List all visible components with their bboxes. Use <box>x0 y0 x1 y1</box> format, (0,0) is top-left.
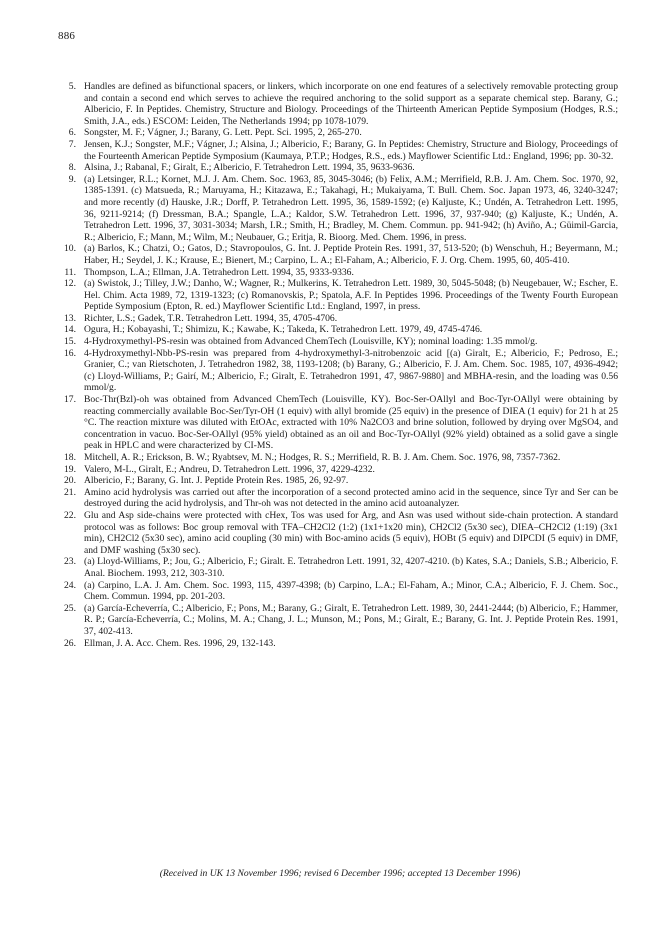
reference-text: (a) Lloyd-Williams, P.; Jou, G.; Albericio, F.; Giralt. E. Tetrahedron Lett. 1991, 32, 4207-4210. (b) Kates, S.A.; Daniels, S.B.; Albericio, F. Anal. Biochem. 1993, 212, 303-310. <box>84 556 618 579</box>
reference-item <box>58 278 618 313</box>
reference-text: (a) Carpino, L.A. J. Am. Chem. Soc. 1993, 115, 4397-4398; (b) Carpino, L.A.; El-Faham, A.; Minor, C.A.; Albericio, F. J. Chem. Soc., Chem. Commun. 1994, pp. 201-203. <box>84 579 618 603</box>
reference-number: 11. <box>64 266 76 278</box>
reference-text: 4-Hydroxymethyl-PS-resin was obtained from Advanced ChemTech (Louisville, KY); nominal loading: 1.35 mmol/g. <box>84 336 538 348</box>
reference-number: 12. <box>64 278 76 290</box>
reference-text: Glu and Asp side-chains were protected with cHex, Tos was used for Arg, and Asn was used without side-chain protection. A standard protocol was as follows: Boc group removal with TFA–CH2Cl2 (1:2) (1x1+1x20 min), CH2Cl2 (5x30 sec), DIEA–CH2Cl2 (1:19) (3x1 min), CH2Cl2 (5x30 sec), amino acid coupling (30 min) with Boc-amino acids (5 equiv), HOBt (5 equiv) and DIPCDI (5 equiv) in DMF, and DMF washing (5x30 sec). <box>84 509 618 556</box>
reference-number: 10. <box>64 243 76 255</box>
reference-text: Amino acid hydrolysis was carried out after the incorporation of a second protected amino acid in the sequence, since Tyr and Ser can be destroyed during the acid hydrolysis, and Thr-oh was not detected in the amino acid autoanalyzer. <box>84 486 618 510</box>
reference-item <box>58 127 618 139</box>
reference-item <box>58 243 618 266</box>
reference-number: 21. <box>64 486 76 498</box>
reference-text: (a) Barlos, K.; Chatzi, O.; Gatos, D.; Stavropoulos, G. Int. J. Peptide Protein Res. 1991, 37, 513-520; (b) Wenschuh, H.; Beyermann, M.; Haber, H.; Seydel, J. K.; Krause, E.; Bienert, M.; Carpino, L. A.; El-Faham, A.; Albericio, F. J. Org. Chem. 1995, 60, 405-410. <box>84 243 618 266</box>
reference-text: Albericio, F.; Barany, G. Int. J. Peptide Protein Res. 1985, 26, 92-97. <box>84 475 349 487</box>
reference-item <box>58 336 618 348</box>
reference-text: Handles are defined as bifunctional spacers, or linkers, which incorporate on one end features of a selectively removable protecting group and contain a second end which serves to achieve the required anchoring to the solid support as a separate chemical step. Barany, G.; Albericio, F. In Peptides. Chemistry, Structure and Biology. Proceedings of the Thirteenth American Peptide Symposium (Hodges, R.S.; Smith, J.A., eds.) ESCOM: Leiden, The Netherlands 1994; pp 1078-1079. <box>84 81 618 127</box>
reference-item <box>58 162 618 174</box>
reference-number: 26. <box>64 637 76 649</box>
reference-item <box>58 81 618 127</box>
reference-number: 25. <box>64 602 76 614</box>
reference-text: (a) Letsinger, R.L.; Kornet, M.J. J. Am. Chem. Soc. 1963, 85, 3045-3046; (b) Felix, A.M.; Merrifield, R.B. J. Am. Chem. Soc. 1970, 92, 1385-1391. (c) Matsueda, R.; Maruyama, H.; Kitazawa, E.; Takahagi, H.; Mukaiyama, T. Bull. Chem. Soc. Japan 1973, 46, 3240-3247; and more recently (d) Hauske, J.R.; Dorff, P. Tetrahedron Lett. 1995, 36, 1589-1592; (e) Kaljuste, K.; Undén, A. Tetrahedron Lett. 1995, 36, 9211-9214; (f) Dressman, B.A.; Spangle, L.A.; Kaldor, S.W. Tetrahedron Lett. 1996, 37, 937-940; (g) Kaljuste, K.; Undén, A. Tetrahedron Lett. 1996, 37, 3031-3034; Marsh, I.R.; Smith, H.; Bradley, M. Chem. Commun. pp. 941-942; (h) Aviño, A.; Güimil-Garcia, R.; Albericio, F.; Mann, M.; Wilm, M.; Neubauer, G.; Eritja, R. Bioorg. Med. Chem. 1996, in press. <box>84 173 618 243</box>
reference-number: 19. <box>64 463 76 475</box>
reference-text: Ogura, H.; Kobayashi, T.; Shimizu, K.; Kawabe, K.; Takeda, K. Tetrahedron Lett. 1979, 49, 4745-4746. <box>84 324 483 336</box>
reference-number: 9. <box>68 173 76 185</box>
received-dates-line: (Received in UK 13 November 1996; revised 6 December 1996; accepted 13 December 1996) <box>159 868 521 879</box>
reference-item <box>58 174 618 244</box>
reference-item <box>58 394 618 452</box>
reference-text: Thompson, L.A.; Ellman, J.A. Tetrahedron Lett. 1994, 35, 9333-9336. <box>84 266 354 278</box>
reference-item <box>58 580 618 603</box>
reference-number: 23. <box>64 556 76 568</box>
reference-number: 18. <box>64 452 76 463</box>
reference-list <box>58 81 618 649</box>
page-number: 886 <box>58 30 76 42</box>
reference-number: 5. <box>68 81 76 92</box>
reference-number: 16. <box>64 347 76 359</box>
reference-number: 8. <box>68 162 76 174</box>
reference-item <box>58 324 618 336</box>
reference-text: Ellman, J. A. Acc. Chem. Res. 1996, 29, 132-143. <box>84 637 276 649</box>
reference-text: Jensen, K.J.; Songster, M.F.; Vágner, J.; Alsina, J.; Albericio, F.; Barany, G. In Peptides: Chemistry, Structure and Biology, Proceedings of the Fourteenth American Peptide Symposium (Kaumaya, P.T.P.; Hodges, R.S., eds.) Mayflower Scientific Ltd.: England, 1996; pp. 30-32. <box>84 138 618 162</box>
reference-item <box>58 556 618 579</box>
reference-text: (a) Swistok, J.; Tilley, J.W.; Danho, W.; Wagner, R.; Mulkerins, K. Tetrahedron Lett. 1989, 30, 5045-5048; (b) Neugebauer, W.; Escher, E. Hel. Chim. Acta 1989, 72, 1319-1323; (c) Romanovskis, P.; Spatola, A.F. In Peptides 1996. Proceedings of the Twenty Fourth European Peptide Symposium (Epton, R. ed.) Mayflower Scientific Ltd.: England, 1997, in press. <box>84 278 618 313</box>
reference-item <box>58 452 618 464</box>
reference-item <box>58 348 618 394</box>
reference-item <box>58 638 618 650</box>
reference-text: 4-Hydroxymethyl-Nbb-PS-resin was prepared from 4-hydroxymethyl-3-nitrobenzoic acid [(a) Giralt, E.; Albericio, F.; Pedroso, E.; Granier, C.; van Rietschoten, J. Tetrahedron 1982, 38, 1193-1208; (b) Barany, G.; Albericio, F. J. Am. Chem. Soc. 1985, 107, 4936-4942; (c) Lloyd-Williams, P.; Gairí, M.; Albericio, F.; Giralt, E. Tetrahedron 1991, 47, 9867-9880] and MBHA-resin, and the loading was 0.56 mmol/g. <box>84 347 618 394</box>
reference-item <box>58 510 618 556</box>
reference-item <box>58 139 618 162</box>
reference-number: 22. <box>64 509 76 521</box>
reference-number: 15. <box>64 336 76 348</box>
reference-text: Alsina, J.; Rabanal, F.; Giralt, E.; Albericio, F. Tetrahedron Lett. 1994, 35, 9633-9636. <box>84 162 415 174</box>
reference-number: 6. <box>68 127 76 139</box>
reference-text: (a) García-Echeverría, C.; Albericio, F.; Pons, M.; Barany, G.; Giralt, E. Tetrahedron Lett. 1989, 30, 2441-2444; (b) Albericio, F.; Hammer, R. P.; García-Echeverría, C.; Molins, M. A.; Chang, J. L.; Munson, M.; Pons, M.; Giralt, E.; Barany, G. Int. J. Peptide Protein Res. 1991, 37, 402-413. <box>84 602 618 637</box>
reference-text: Valero, M-L., Giralt, E.; Andreu, D. Tetrahedron Lett. 1996, 37, 4229-4232. <box>84 463 375 475</box>
reference-item <box>58 267 618 279</box>
reference-item <box>58 487 618 510</box>
reference-number: 14. <box>64 324 76 336</box>
reference-item <box>58 475 618 487</box>
reference-number: 20. <box>64 475 76 487</box>
reference-text: Boc-Thr(Bzl)-oh was obtained from Advanced ChemTech (Louisville, KY). Boc-Ser-OAllyl and Boc-Tyr-OAllyl were obtaining by reacting commercially available Boc-Ser/Tyr-OH (1 equiv) with allyl bromide (25 equiv) in the presence of DIEA (1 equiv) for 21 h at 25 °C. The reaction mixture was diluted with EtOAc, extracted with 10% Na2CO3 and brine solution, followed by drying over MgSO4, and concentration in vacuo. Boc-Ser-OAllyl (95% yield) obtained as an oil and Boc-Tyr-OAllyl (92% yield) obtained as a solid gave a single peak in HPLC and were characterized by CI-MS. <box>84 394 618 452</box>
reference-item <box>58 313 618 325</box>
reference-number: 7. <box>68 138 76 150</box>
reference-number: 24. <box>64 579 76 591</box>
reference-item <box>58 603 618 638</box>
reference-text: Songster, M. F.; Vágner, J.; Barany, G. Lett. Pept. Sci. 1995, 2, 265-270. <box>84 127 362 139</box>
reference-text: Richter, L.S.; Gadek, T.R. Tetrahedron Lett. 1994, 35, 4705-4706. <box>84 312 338 324</box>
reference-text: Mitchell, A. R.; Erickson, B. W.; Ryabtsev, M. N.; Hodges, R. S.; Merrifield, R. B. J. Am. Chem. Soc. 1976, 98, 7357-7362. <box>84 452 561 463</box>
reference-number: 13. <box>64 312 76 324</box>
reference-number: 17. <box>64 394 76 406</box>
reference-item <box>58 464 618 476</box>
